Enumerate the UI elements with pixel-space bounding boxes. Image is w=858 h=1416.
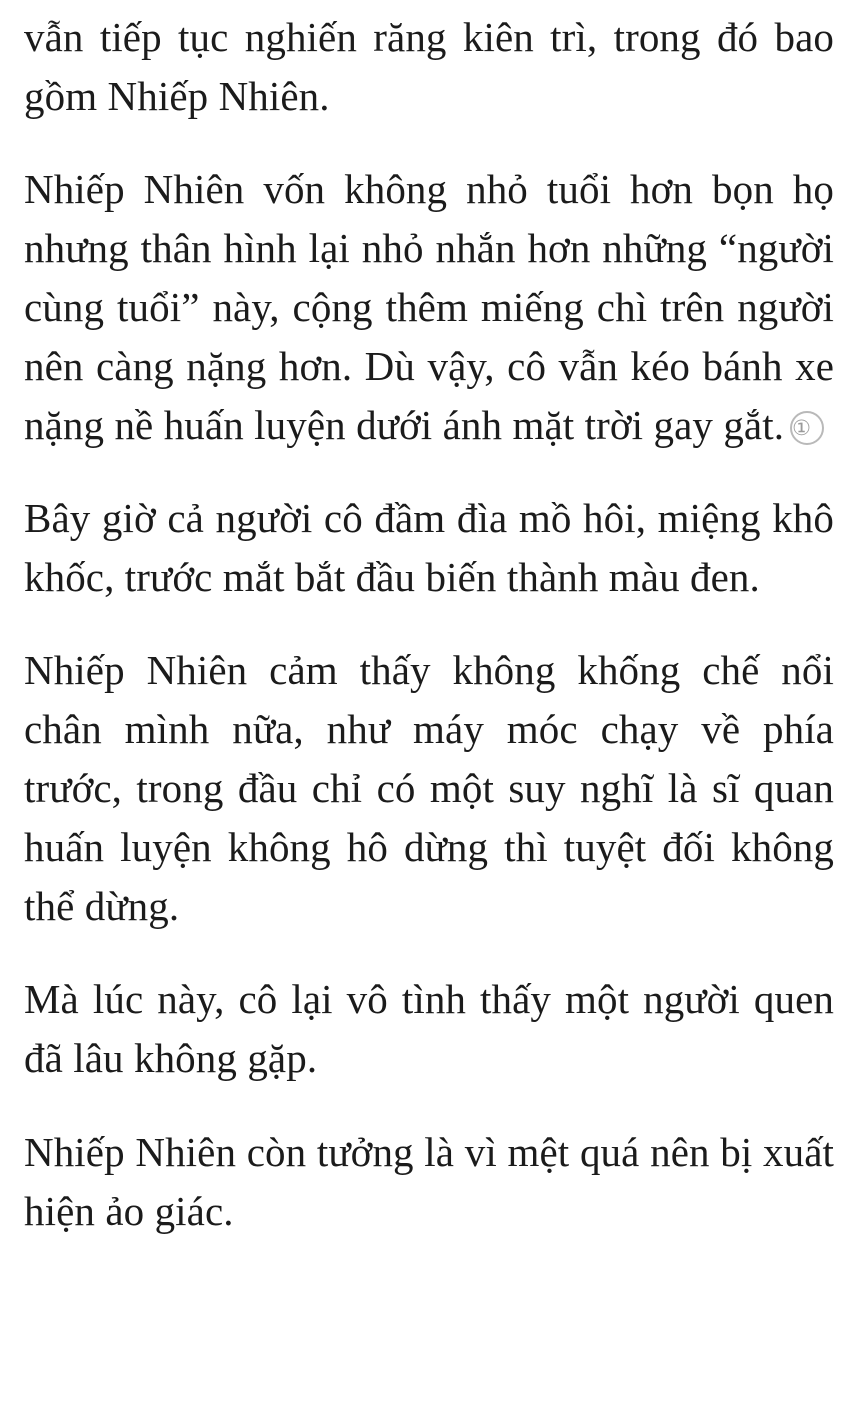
paragraph [24, 8, 834, 126]
paragraph-text: vẫn tiếp tục nghiến răng kiên trì, trong đó bao gồm Nhiếp Nhiên. [24, 14, 834, 120]
paragraph [24, 160, 834, 455]
paragraph-text: Nhiếp Nhiên cảm thấy không khống chế nổi chân mình nữa, như máy móc chạy về phía trước, trong đầu chỉ có một suy nghĩ là sĩ quan huấn luyện không hô dừng thì tuyệt đối không thể dừng. [24, 647, 834, 930]
paragraph [24, 641, 834, 936]
paragraph-text: Mà lúc này, cô lại vô tình thấy một người quen đã lâu không gặp. [24, 976, 834, 1082]
footnote-marker-icon[interactable]: ① [790, 411, 824, 445]
paragraph-text: Nhiếp Nhiên vốn không nhỏ tuổi hơn bọn họ nhưng thân hình lại nhỏ nhắn hơn những “người cùng tuổi” này, cộng thêm miếng chì trên người nên càng nặng hơn. Dù vậy, cô vẫn kéo bánh xe nặng nề huấn luyện dưới ánh mặt trời gay gắt. [24, 166, 834, 449]
reader-content [0, 8, 858, 1241]
paragraph [24, 970, 834, 1088]
paragraph [24, 1123, 834, 1241]
paragraph-text: Bây giờ cả người cô đầm đìa mồ hôi, miệng khô khốc, trước mắt bắt đầu biến thành màu đen. [24, 495, 834, 601]
paragraph-text: Nhiếp Nhiên còn tưởng là vì mệt quá nên bị xuất hiện ảo giác. [24, 1128, 834, 1234]
paragraph [24, 489, 834, 607]
